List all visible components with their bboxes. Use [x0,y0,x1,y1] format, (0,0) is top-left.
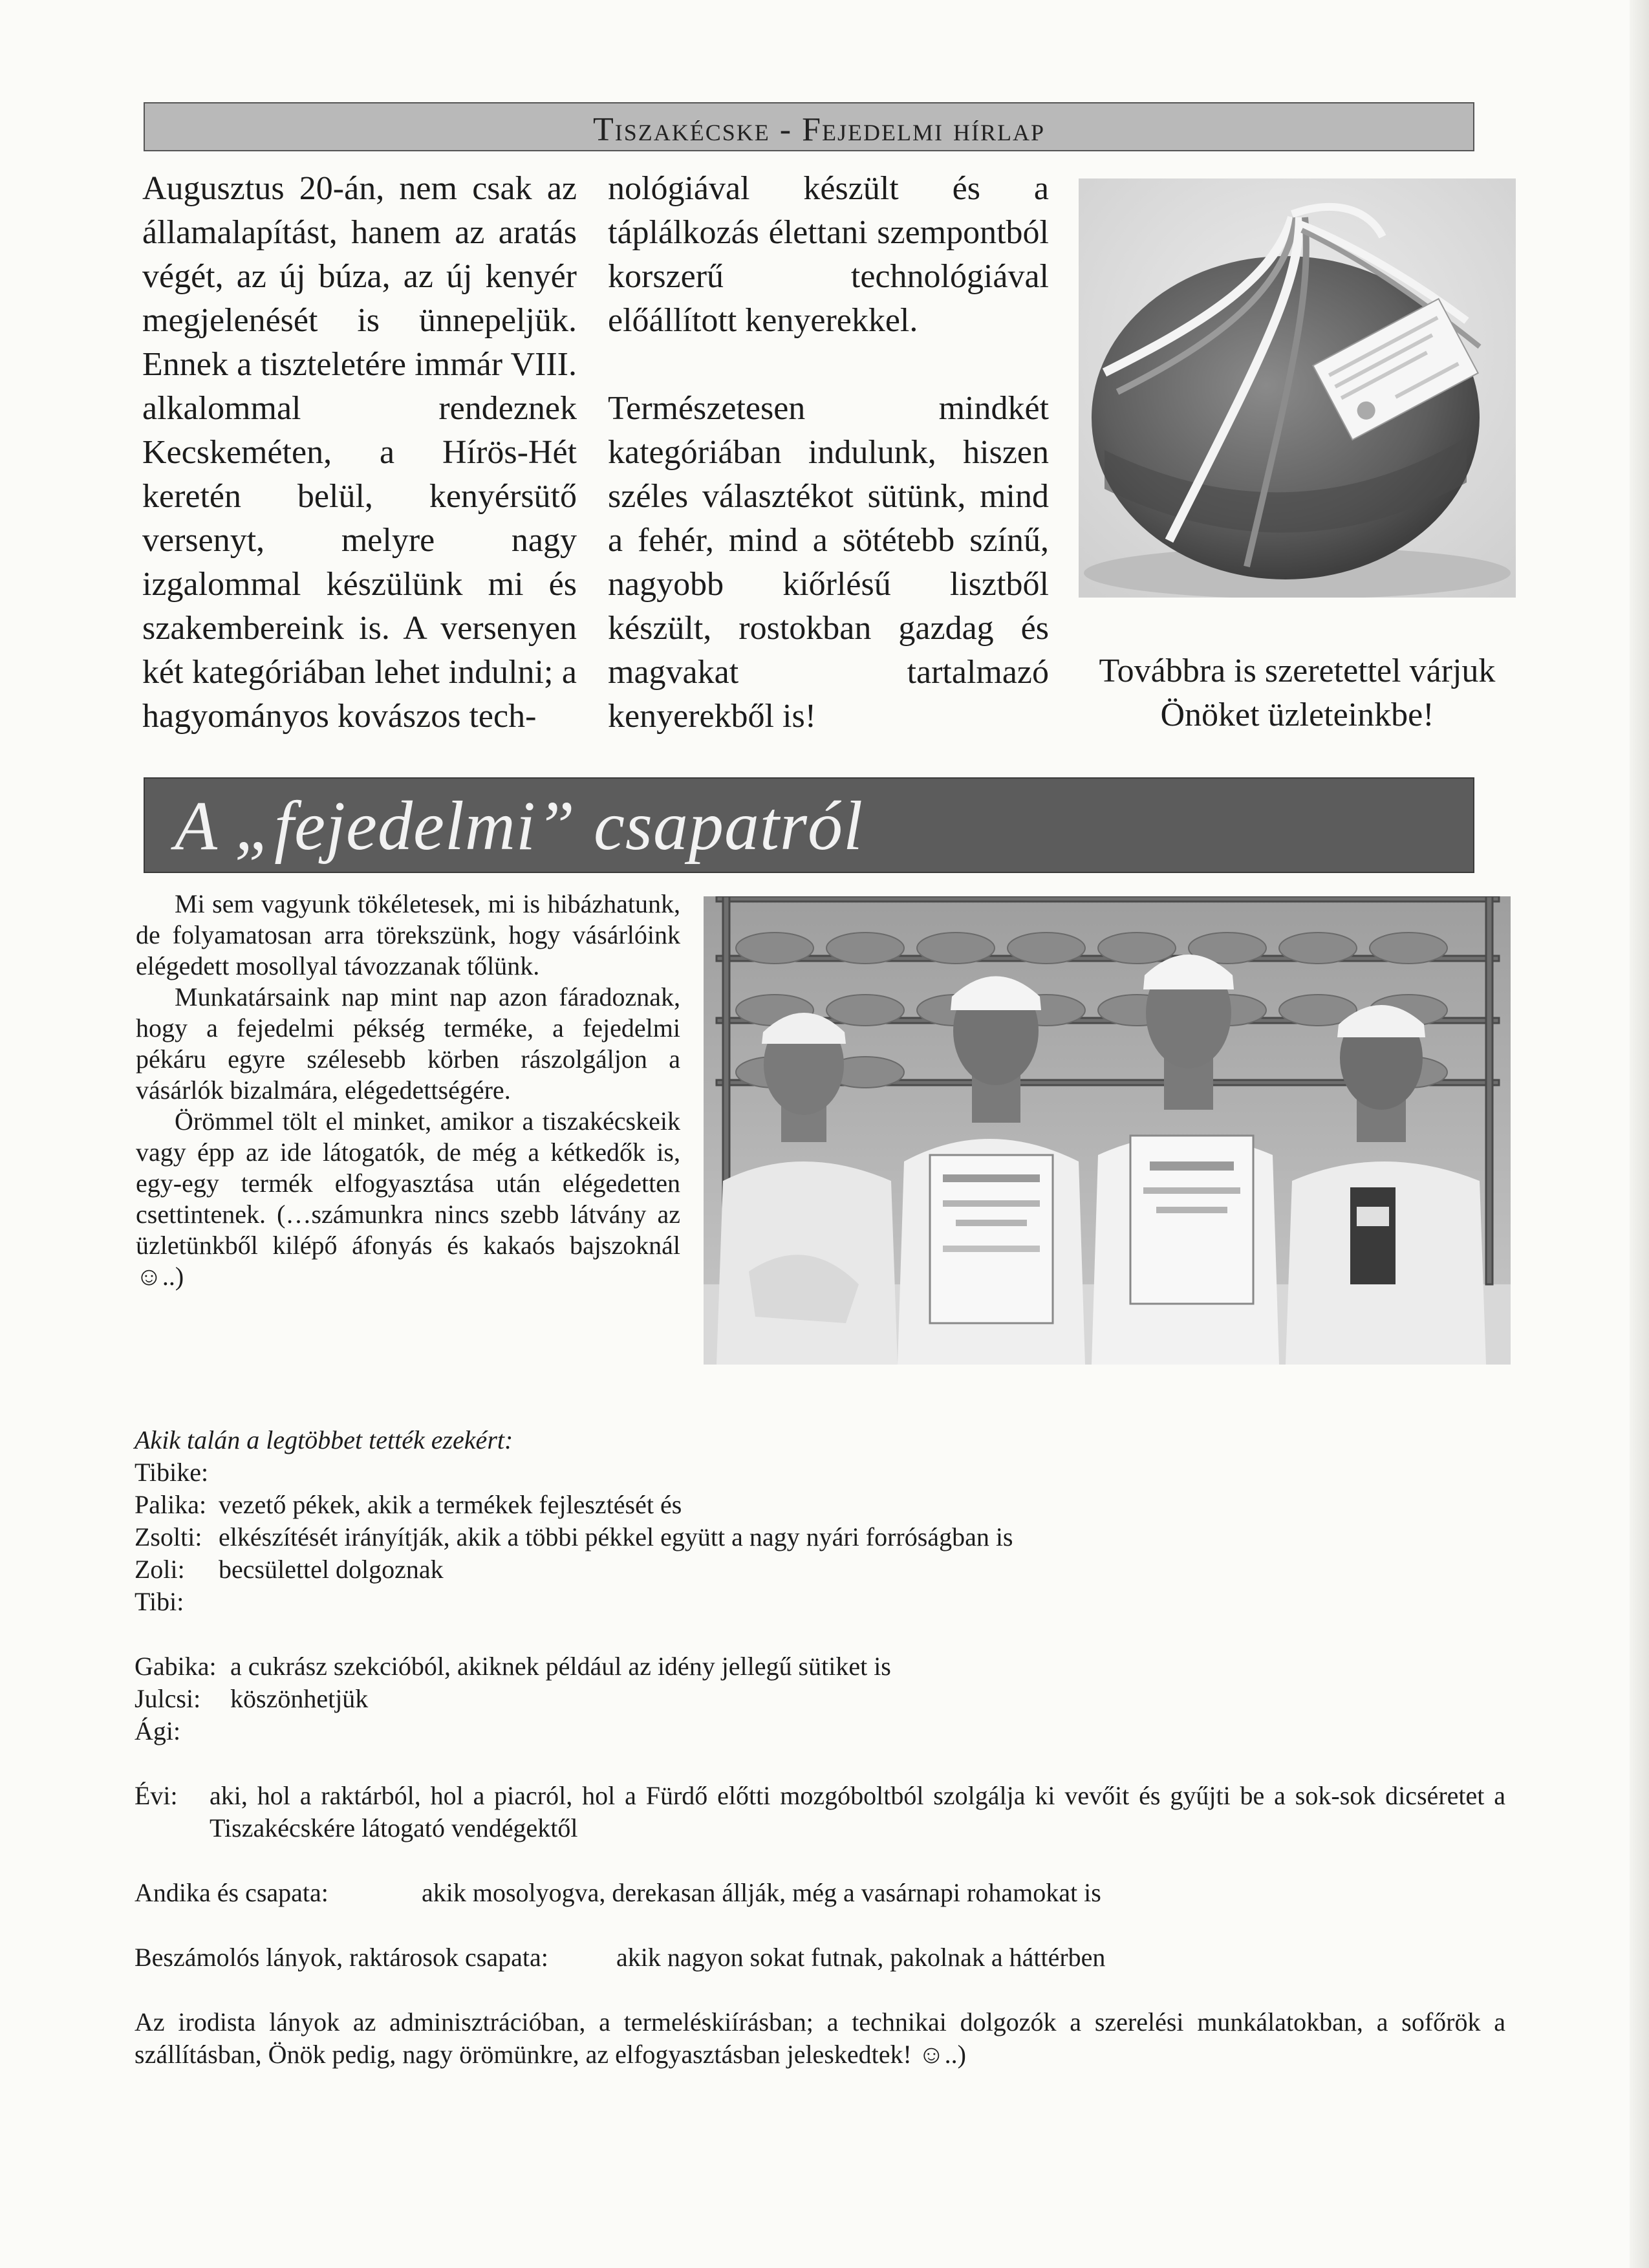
bread-photo [1079,178,1516,598]
roster-text: becsülettel dolgoznak [219,1555,444,1584]
roster-text: elkészítését irányítják, akik a többi pékkel együtt a nagy nyári forróságban is [219,1522,1013,1551]
page-edge [1630,0,1649,2268]
roster-row-andika [135,1877,1505,1909]
roster-name: Zsolti: [135,1522,202,1551]
article-col2-paragraph-1: nológiával készült és a táplálkozás élettani szempontból korszerű technológiával előállított kenyerekkel. [608,170,1049,339]
bread-loaf-illustration [1079,178,1516,598]
running-head [144,102,1474,151]
team-paragraph-2: Munkatársaink nap mint nap azon fáradoznak, hogy a fejedelmi pékség terméke, a fejedelmi pékáru egyre szélesebb körben rászolgáljon a vásárlók bizalmára, elégedettségére. [136,982,680,1105]
bakers-illustration [704,896,1511,1365]
section-title: A „fejedelmi” csapatról [175,788,863,865]
running-head-text: Tiszakécske - Fejedelmi hírlap [593,111,1045,148]
article-col1-text: Augusztus 20-án, nem csak az államalapítást, hanem az aratás végét, az új búza, az új kenyér megjelenését is ünnepeljük. Ennek a tiszteletére immár VIII. alkalommal rendeznek Kecskeméten, a Hírös-Hét keretén belül, kenyérsütő versenyt, melyre nagy izgalommal készülünk mi és szakembereink is. A versenyen két kategóriában lehet indulni; a hagyományos kovászos tech- [142,170,577,735]
article-column-1 [142,167,577,739]
roster-closing: Az irodista lányok az adminisztrációban, a termeléskiírásban; a technikai dolgozók a szerelési munkálatokban, a sofőrök a szállításban, Önök pedig, nagy örömünkre, az elfogyasztásban jeleskedtek! ☺..) [135,2007,1505,2069]
roster-text: akik nagyon sokat futnak, pakolnak a háttérben [616,1943,1106,1972]
roster-row-agi [135,1715,1505,1747]
article-column-2 [608,167,1049,739]
roster-row-tibi [135,1586,1505,1618]
roster-row-beszamolos [135,1941,1505,1974]
roster-name: Palika: [135,1490,207,1519]
roster-name: Gabika: [135,1652,217,1681]
roster-name: Tibi: [135,1587,184,1616]
roster-row-gabika [135,1650,1505,1683]
roster-name: Tibike: [135,1458,209,1487]
roster-name: Évi: [135,1781,178,1810]
roster-name: Zoli: [135,1555,185,1584]
roster-row-zoli [135,1553,1505,1586]
roster-text: vezető pékek, akik a termékek fejlesztését és [219,1490,682,1519]
article-col2-paragraph-2: Természetesen mindkét kategóriában indulunk, hiszen széles választékot sütünk, mind a fehér, mind a sötétebb színű, nagyobb kiőrlésű lisztből készült, rostokban gazdag és magvakat tartalmazó kenyerekből is! [608,390,1049,735]
roster-row-tibike [135,1456,1505,1489]
roster-row-evi [135,1780,1505,1844]
roster-name: Beszámolós lányok, raktárosok csapata: [135,1943,548,1972]
team-photo [704,896,1511,1365]
roster-row-zsolti [135,1521,1505,1553]
roster-name: Julcsi: [135,1684,201,1713]
roster-text: köszönhetjük [230,1684,369,1713]
team-paragraph-3: Örömmel tölt el minket, amikor a tiszakécskeik vagy épp az ide látogatók, de még a kétkedők is, egy-egy termék elfogyasztása után elégedetten csettintenek. (…számunkra nincs szebb látvány az üzletünkből kilépő áfonyás és kakaós bajszoknál ☺..) [136,1107,680,1291]
team-paragraph-1: Mi sem vagyunk tökéletesek, mi is hibázhatunk, de folyamatosan arra törekszünk, hogy vásárlóink elégedett mosollyal távozzanak tőlünk. [136,889,680,980]
section-banner [144,777,1474,873]
roster-name: Ági: [135,1716,181,1745]
roster-text: aki, hol a raktárból, hol a piacról, hol a Fürdő előtti mozgóboltból szolgálja ki vevőit és gyűjti be a sok-sok dicséretet a Tiszakécskére látogató vendégektől [210,1781,1505,1842]
roster-title: Akik talán a legtöbbet tették ezekért: [135,1425,513,1454]
team-intro-text [136,889,680,1292]
roster-confectioners [135,1650,1505,1747]
bread-photo-caption: Továbbra is szeretettel várjuk Önöket üzleteinkbe! [1099,653,1496,733]
roster-row-palika [135,1489,1505,1521]
roster-name: Andika és csapata: [135,1878,329,1907]
roster-text: a cukrász szekcióból, akiknek például az idény jellegű sütiket is [230,1652,891,1681]
roster-text: akik mosolyogva, derekasan állják, még a vasárnapi rohamokat is [422,1878,1101,1907]
staff-roster [135,1424,1505,2071]
roster-row-julcsi [135,1683,1505,1715]
